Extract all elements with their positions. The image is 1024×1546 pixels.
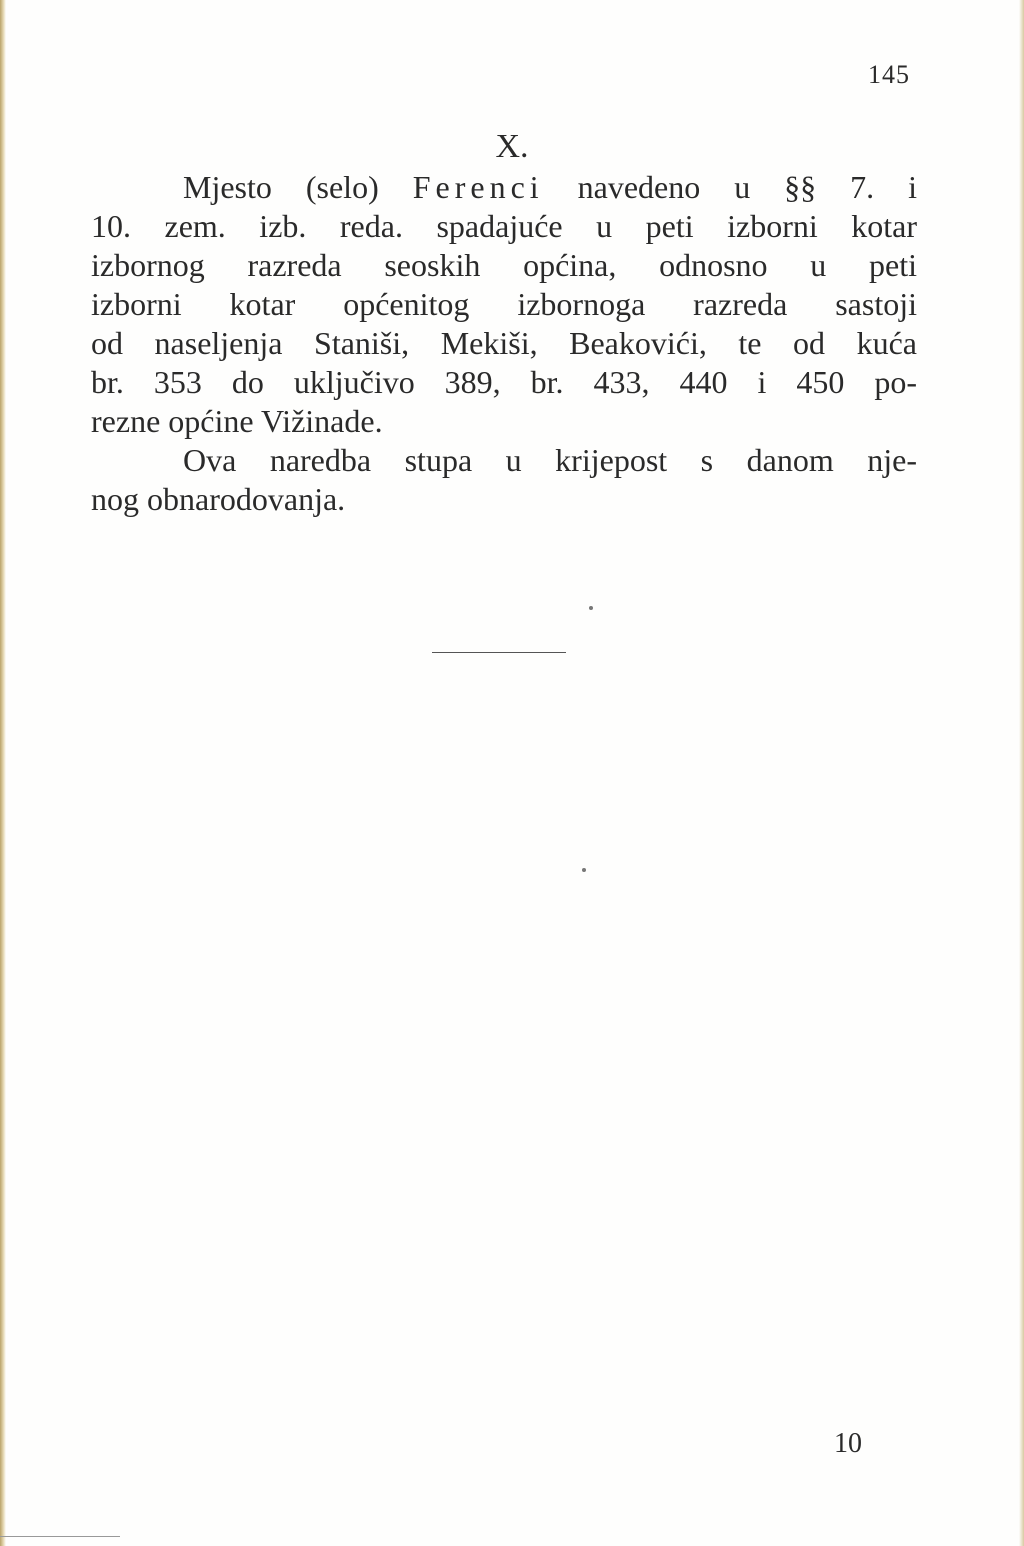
page-number: 145 [868, 60, 910, 89]
paragraph-1-line-2: 10. zem. izb. reda. spadajuće u peti izborni kotar [91, 208, 917, 244]
ink-speck [589, 606, 593, 610]
section-heading: X. [495, 128, 529, 165]
paragraph-2-line-2: nog obnarodovanja. [91, 481, 346, 517]
place-name-emphasis: Ferenci [412, 169, 544, 205]
signature-mark: 10 [834, 1428, 862, 1459]
paragraph-2-line-1: Ova naredba stupa u krijepost s danom nje- [183, 442, 917, 478]
page-edge-right [1019, 0, 1024, 1546]
paragraph-1-line-3: izbornog razreda seoskih općina, odnosno u peti [91, 247, 917, 283]
body-text [91, 168, 917, 519]
paragraph-1-line-7: rezne općine Vižinade. [91, 403, 383, 439]
page-edge-left [0, 0, 6, 1546]
paragraph-1-line-1: Mjesto (selo) Ferenci navedeno u §§ 7. i [183, 169, 918, 205]
bottom-edge-line [0, 1536, 120, 1537]
ink-speck [582, 868, 586, 872]
end-rule [432, 652, 566, 653]
paragraph-1-line-4: izborni kotar općenitog izbornoga razreda sastoji [91, 286, 917, 322]
paragraph-1-line-6: br. 353 do uključivo 389, br. 433, 440 i 450 po- [91, 364, 917, 400]
paragraph-1-line-5: od naseljenja Staniši, Mekiši, Beakovići, te od kuća [91, 325, 917, 361]
